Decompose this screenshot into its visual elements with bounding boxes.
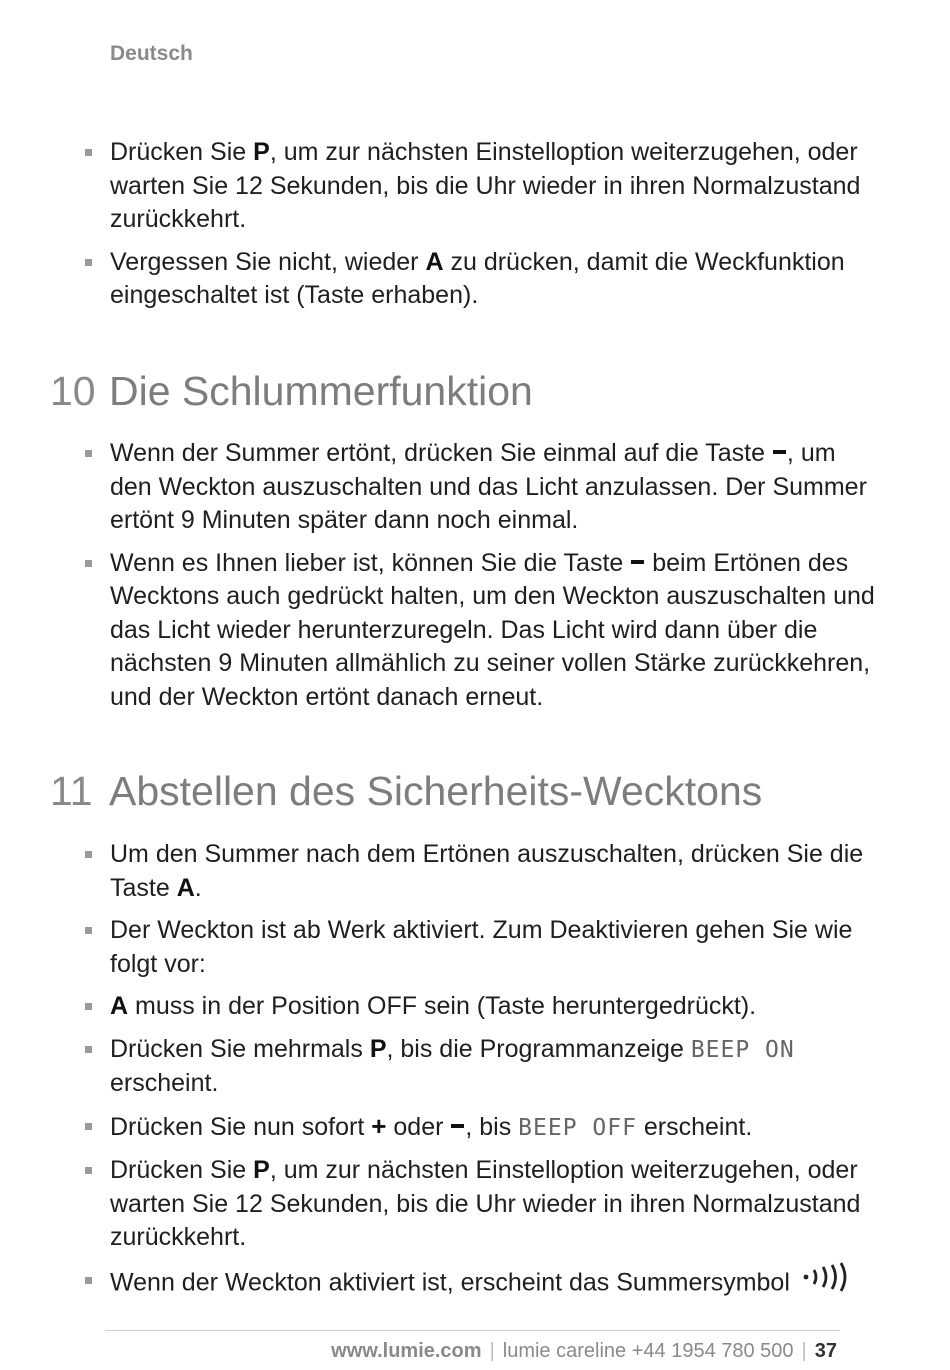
key-label: P [369,1034,387,1063]
item-text: Vergessen Sie nicht, wieder [110,247,426,276]
section-title: Die Schlummerfunktion [109,368,533,414]
section-title: Abstellen des Sicherheits-Wecktons [109,768,763,814]
item-text: Drücken Sie mehrmals [110,1034,370,1063]
plus-key-icon: + [371,1110,387,1141]
bullet-icon [85,149,92,156]
item-text: Wenn der Weckton aktiviert ist, erscheint das Summersymbol [110,1267,797,1296]
list-item [0,246,950,313]
bullet-icon [85,1167,92,1174]
item-text: , um zur nächsten Einstelloption weiterzugehen, oder warten Sie 12 Sekunden, bis die Uhr wieder in ihren Normalzustand zurückkehrt. [110,138,861,233]
footer-careline: lumie careline +44 1954 780 500 [502,1340,794,1362]
item-text: Um den Summer nach dem Ertönen auszuschalten, drücken Sie die Taste [110,840,864,902]
item-text: , bis die Programmanzeige [386,1034,691,1063]
section-10-list [0,437,950,723]
list-item [0,914,950,981]
item-text: . [194,873,202,902]
minus-key-icon [631,560,644,564]
list-item [0,1110,950,1146]
item-text: muss in der Position OFF sein (Taste heruntergedrückt). [128,992,757,1020]
key-label: A [110,992,129,1020]
key-label: P [253,138,270,166]
buzzer-icon [801,1262,853,1302]
section-number: 11 [50,768,93,814]
item-text: Drücken Sie [110,1156,254,1184]
section-heading-11 [50,768,762,815]
bullet-icon [85,851,92,858]
bullet-icon [85,1277,92,1284]
item-text: , um den Weckton auszuschalten und das Licht anzulassen. Der Summer ertönt 9 Minuten später dann noch einmal. [110,439,867,534]
lcd-display-text: BEEP ON [690,1036,795,1063]
bullet-icon [85,1003,92,1010]
footer-separator: | [489,1340,495,1362]
item-text: erscheint. [110,1069,219,1097]
list-item [0,136,950,237]
page-number: 37 [814,1340,837,1362]
bullet-icon [85,927,92,934]
item-text: oder [386,1112,451,1141]
item-text: Drücken Sie [110,138,254,166]
intro-list [0,136,950,322]
section-11-list [0,838,950,1312]
list-item [0,547,950,715]
minus-key-icon [451,1124,464,1128]
section-number: 10 [50,368,96,414]
list-item [0,1033,950,1101]
item-text: Wenn der Summer ertönt, drücken Sie einmal auf die Taste [110,439,772,467]
footer-website-link[interactable]: www.lumie.com [331,1340,482,1362]
list-item [0,437,950,538]
key-label: A [425,247,444,276]
bullet-icon [85,1123,92,1130]
section-heading-10 [50,368,533,415]
item-text: beim Ertönen des Wecktons auch gedrückt halten, um den Weckton auszuschalten und das Licht wieder herunterzuregeln. Das Licht wird dann über die nächsten 9 Minuten allmählich zu seiner vollen Stärke zurückkehren, und der Weckton ertönt danach erneut. [110,548,875,711]
bullet-icon [85,1046,92,1053]
footer-divider [105,1330,840,1331]
lcd-display-text: BEEP OFF [518,1114,637,1141]
key-label: A [176,873,195,902]
list-item [0,1264,950,1304]
bullet-icon [85,450,92,457]
header-language: Deutsch [110,42,193,65]
page-footer [331,1340,837,1363]
item-text: , um zur nächsten Einstelloption weiterzugehen, oder warten Sie 12 Sekunden, bis die Uhr wieder in ihren Normalzustand zurückkehrt. [110,1156,861,1251]
footer-separator: | [801,1340,807,1362]
bullet-icon [85,560,92,567]
item-text: Wenn es Ihnen lieber ist, können Sie die Taste [110,548,631,577]
item-text: Der Weckton ist ab Werk aktiviert. Zum Deaktivieren gehen Sie wie folgt vor: [110,916,853,978]
key-label: P [253,1156,270,1184]
item-text: erscheint. [636,1112,753,1141]
item-text: zu drücken, damit die Weckfunktion eingeschaltet ist (Taste erhaben). [110,247,845,309]
item-text: , bis [465,1112,519,1141]
bullet-icon [85,259,92,266]
list-item [0,838,950,905]
minus-key-icon [773,450,786,454]
list-item [0,990,950,1024]
item-text: Drücken Sie nun sofort [110,1112,372,1141]
list-item [0,1154,950,1255]
